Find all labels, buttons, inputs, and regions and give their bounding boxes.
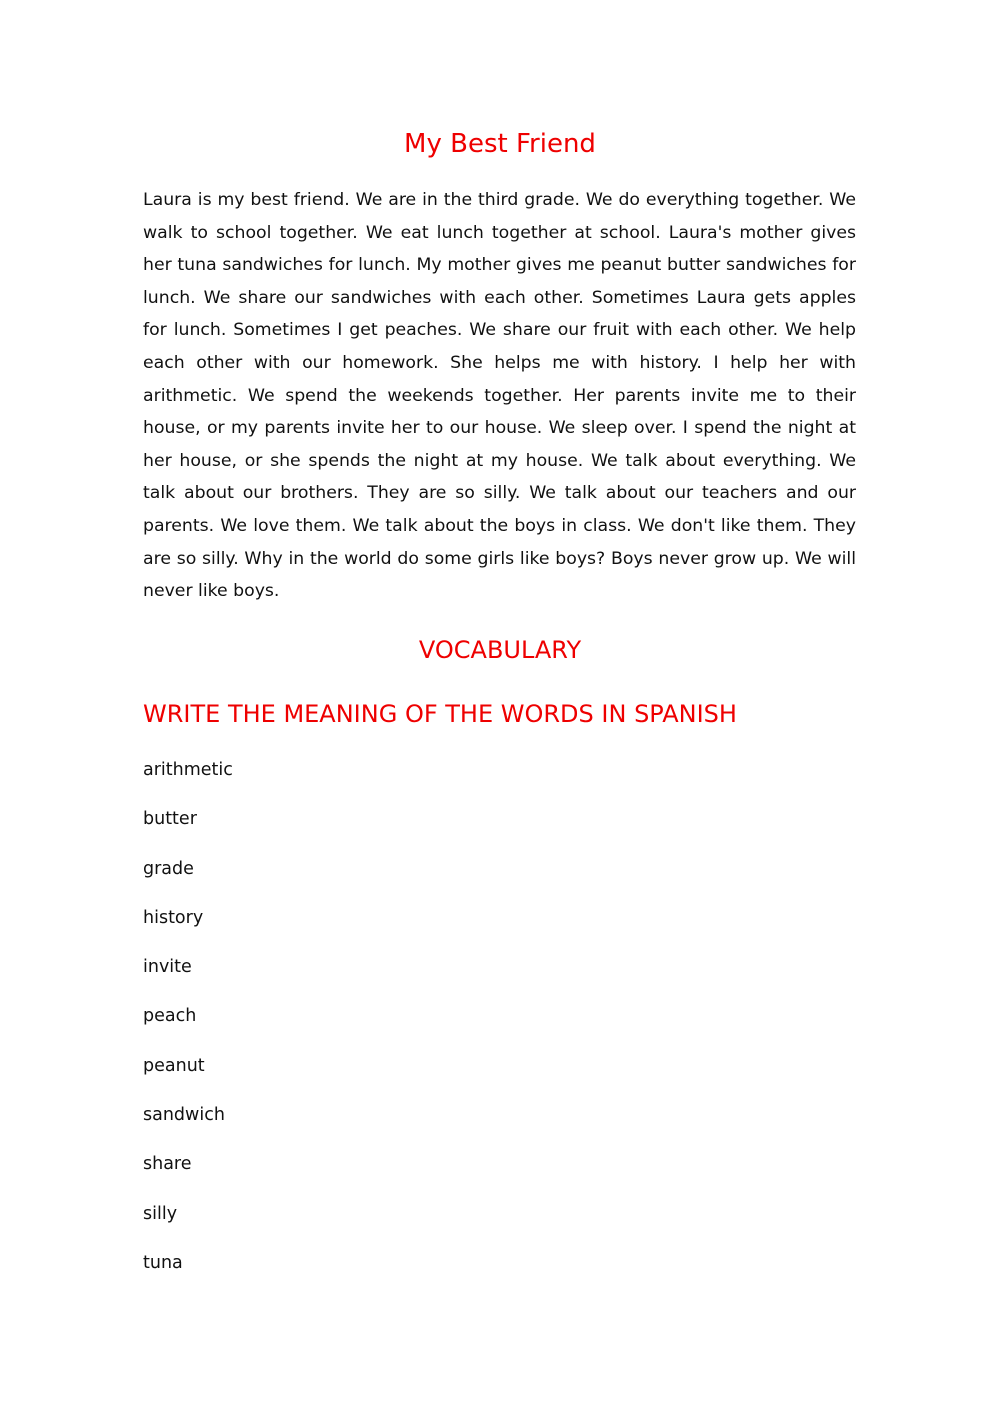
story-paragraph: Laura is my best friend. We are in the third grade. We do everything together. We walk to school together. We eat lunch together at school. Laura's mother gives her tuna sandwiches for lunch. My mother gives me peanut butter sandwiches for lunch. We share our sandwiches with each other. Sometimes Laura gets apples for lunch. Sometimes I get peaches. We share our fruit with each other. We help each other with our homework. She helps me with history. I help her with arithmetic. We spend the weekends together. Her parents invite me to their house, or my parents invite her to our house. We sleep over. I spend the night at her house, or she spends the night at my house. We talk about everything. We talk about our brothers. They are so silly. We talk about our teachers and our parents. We love them. We talk about the boys in class. We don't like them. They are so silly. Why in the world do some girls like boys? Boys never grow up. We will never like boys.	[143, 190, 856, 602]
vocabulary-word: peach	[143, 1006, 197, 1027]
vocabulary-word: grade	[143, 858, 194, 879]
vocabulary-word-list	[143, 757, 233, 1299]
vocabulary-word: sandwich	[143, 1105, 225, 1126]
vocabulary-word: peanut	[143, 1055, 205, 1076]
page-title: My Best Friend	[404, 129, 596, 159]
vocabulary-heading: VOCABULARY	[418, 636, 582, 664]
vocabulary-word: silly	[143, 1203, 178, 1224]
vocabulary-word: tuna	[143, 1252, 183, 1273]
vocabulary-word: butter	[143, 809, 197, 830]
vocabulary-word: share	[143, 1154, 192, 1175]
vocabulary-word: invite	[143, 957, 192, 978]
instruction-heading: WRITE THE MEANING OF THE WORDS IN SPANISH	[143, 700, 737, 728]
vocabulary-word: arithmetic	[143, 760, 233, 780]
vocabulary-word: history	[143, 907, 204, 928]
